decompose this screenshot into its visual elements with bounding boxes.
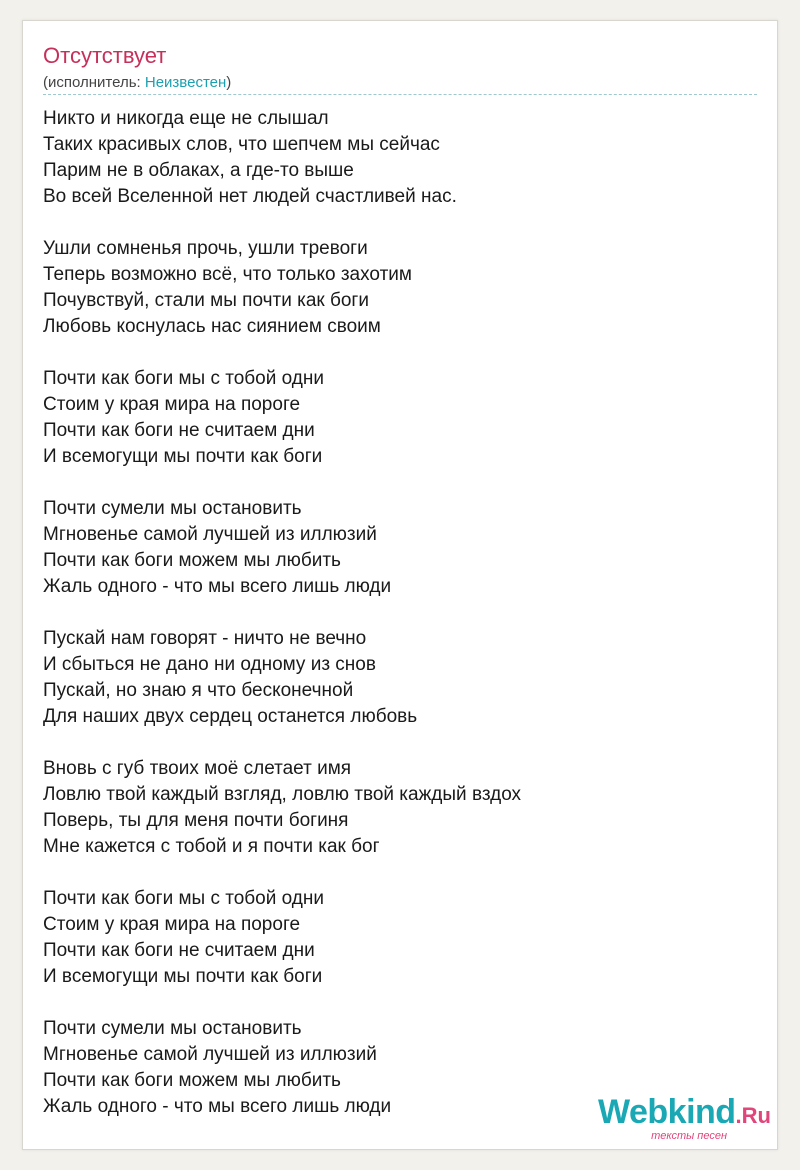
lyric-line: Жаль одного - что мы всего лишь люди xyxy=(43,1096,392,1117)
stanza xyxy=(43,626,743,730)
stanza xyxy=(43,496,743,600)
lyric-line: Никто и никогда еще не слышал xyxy=(43,108,329,129)
lyrics-body xyxy=(43,106,743,1146)
lyrics-card xyxy=(22,20,778,1150)
lyric-line: И всемогущи мы почти как боги xyxy=(43,446,323,467)
lyric-line: Стоим у края мира на пороге xyxy=(43,914,301,935)
lyric-line: Поверь, ты для меня почти богиня xyxy=(43,810,349,831)
lyric-line: Мгновенье самой лучшей из иллюзий xyxy=(43,524,377,545)
performer-link[interactable]: Неизвестен xyxy=(144,74,227,91)
lyric-line: Почти как боги не считаем дни xyxy=(43,940,315,961)
lyric-line: Жаль одного - что мы всего лишь люди xyxy=(43,576,392,597)
logo-tagline: тексты песен xyxy=(651,1130,727,1142)
lyric-line: Почти сумели мы остановить xyxy=(43,498,302,519)
lyric-line: Любовь коснулась нас сиянием своим xyxy=(43,316,381,337)
lyric-line: Почти как боги мы с тобой одни xyxy=(43,368,324,389)
stanza xyxy=(43,886,743,990)
lyric-line: Почти как боги не считаем дни xyxy=(43,420,315,441)
lyric-line: Мгновенье самой лучшей из иллюзий xyxy=(43,1044,377,1065)
song-title: Отсутствует xyxy=(43,43,167,68)
lyric-line: Почти как боги мы с тобой одни xyxy=(43,888,324,909)
performer-line xyxy=(43,74,231,91)
stanza xyxy=(43,106,743,210)
lyric-line: И всемогущи мы почти как боги xyxy=(43,966,323,987)
lyric-line: Почувствуй, стали мы почти как боги xyxy=(43,290,369,311)
lyric-line: Ушли сомненья прочь, ушли тревоги xyxy=(43,238,368,259)
stanza xyxy=(43,756,743,860)
logo-tld: .Ru xyxy=(735,1103,771,1128)
site-logo[interactable] xyxy=(581,1093,771,1143)
lyric-line: Стоим у края мира на пороге xyxy=(43,394,301,415)
performer-suffix: ) xyxy=(226,74,232,91)
lyric-line: Для наших двух сердец останется любовь xyxy=(43,706,418,727)
logo-main-text: Webkind xyxy=(598,1093,736,1131)
stanza xyxy=(43,366,743,470)
lyric-line: Вновь с губ твоих моё слетает имя xyxy=(43,758,352,779)
lyric-line: И сбыться не дано ни одному из снов xyxy=(43,654,376,675)
lyric-line: Почти как боги можем мы любить xyxy=(43,1070,341,1091)
title-divider xyxy=(43,94,757,95)
lyric-line: Таких красивых слов, что шепчем мы сейчас xyxy=(43,134,440,155)
lyric-line: Почти как боги можем мы любить xyxy=(43,550,341,571)
lyric-line: Пускай нам говорят - ничто не вечно xyxy=(43,628,367,649)
logo-wordmark xyxy=(598,1093,771,1132)
performer-prefix: (исполнитель: xyxy=(43,74,145,91)
lyric-line: Парим не в облаках, а где-то выше xyxy=(43,160,354,181)
lyric-line: Пускай, но знаю я что бесконечной xyxy=(43,680,354,701)
lyric-line: Почти сумели мы остановить xyxy=(43,1018,302,1039)
lyric-line: Мне кажется с тобой и я почти как бог xyxy=(43,836,380,857)
lyric-line: Теперь возможно всё, что только захотим xyxy=(43,264,412,285)
lyric-line: Ловлю твой каждый взгляд, ловлю твой каждый вздох xyxy=(43,784,522,805)
stanza xyxy=(43,236,743,340)
lyric-line: Во всей Вселенной нет людей счастливей нас. xyxy=(43,186,457,207)
